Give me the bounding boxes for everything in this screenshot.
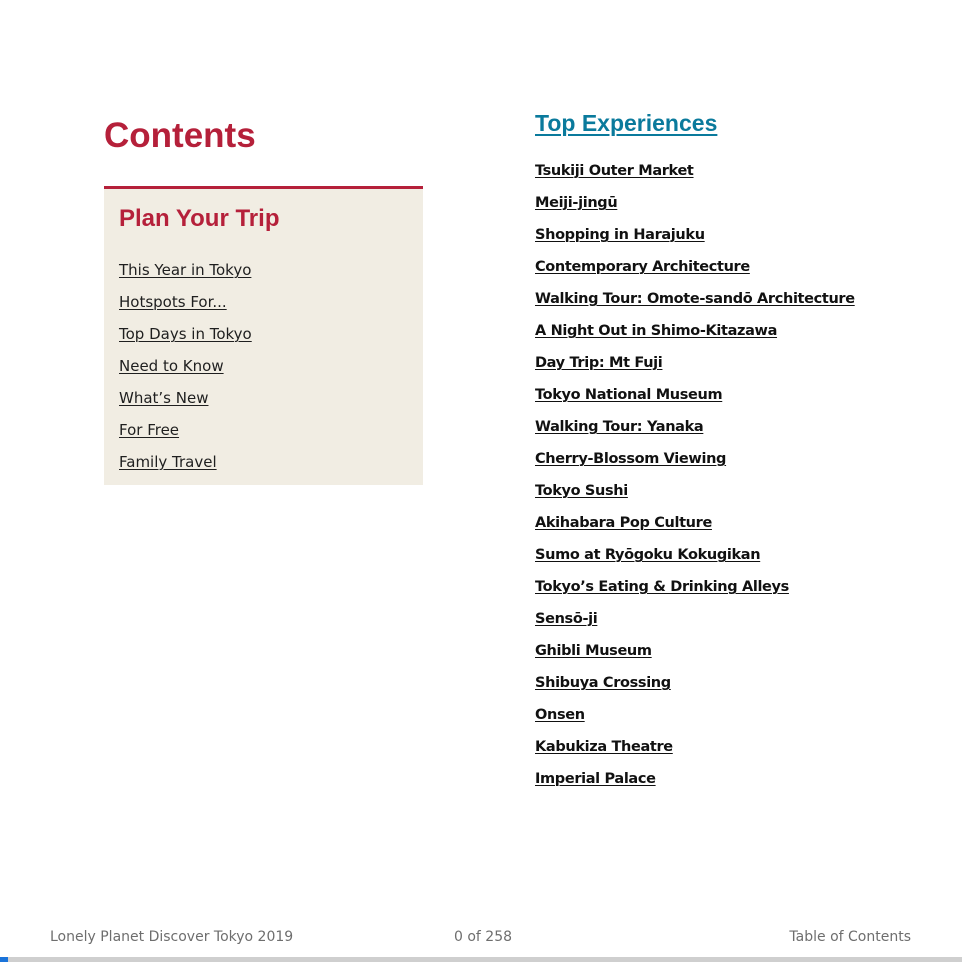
contents-heading: Contents [104, 116, 256, 155]
top-experiences-list [535, 159, 855, 799]
list-item [535, 415, 855, 447]
toc-link-day-trip-mt-fuji[interactable]: Day Trip: Mt Fuji [535, 355, 663, 371]
list-item [535, 159, 855, 191]
list-item [535, 287, 855, 319]
reading-progress-fill [0, 957, 8, 962]
list-item [535, 639, 855, 671]
toc-link-tokyo-national-museum[interactable]: Tokyo National Museum [535, 387, 723, 403]
list-item [535, 543, 855, 575]
toc-link-sumo-ryogoku-kokugikan[interactable]: Sumo at Ryōgoku Kokugikan [535, 547, 761, 563]
toc-link-cherry-blossom-viewing[interactable]: Cherry-Blossom Viewing [535, 451, 727, 467]
list-item [535, 447, 855, 479]
list-item [119, 386, 252, 418]
list-item [535, 767, 855, 799]
plan-your-trip-list [119, 258, 252, 482]
toc-link-tsukiji-outer-market[interactable]: Tsukiji Outer Market [535, 163, 694, 179]
toc-link-need-to-know[interactable]: Need to Know [119, 357, 224, 375]
toc-link-whats-new[interactable]: What’s New [119, 389, 209, 407]
list-item [535, 479, 855, 511]
list-item [535, 511, 855, 543]
list-item [535, 703, 855, 735]
list-item [535, 351, 855, 383]
list-item [535, 671, 855, 703]
toc-link-top-days-in-tokyo[interactable]: Top Days in Tokyo [119, 325, 252, 343]
section-title: Table of Contents [789, 929, 911, 945]
toc-link-for-free[interactable]: For Free [119, 421, 180, 439]
list-item [535, 735, 855, 767]
top-experiences-heading-link[interactable]: Top Experiences [535, 110, 718, 136]
toc-link-this-year-in-tokyo[interactable]: This Year in Tokyo [119, 261, 252, 279]
toc-link-ghibli-museum[interactable]: Ghibli Museum [535, 643, 652, 659]
list-item [535, 607, 855, 639]
list-item [119, 258, 252, 290]
toc-link-hotspots-for[interactable]: Hotspots For... [119, 293, 227, 311]
plan-your-trip-heading: Plan Your Trip [119, 205, 280, 232]
list-item [535, 255, 855, 287]
list-item [535, 319, 855, 351]
toc-link-family-travel[interactable]: Family Travel [119, 453, 217, 471]
toc-link-senso-ji[interactable]: Sensō-ji [535, 611, 598, 627]
toc-link-meiji-jingu[interactable]: Meiji-jingū [535, 195, 618, 211]
toc-link-walking-tour-omote-sando[interactable]: Walking Tour: Omote-sandō Architecture [535, 291, 855, 307]
toc-link-kabukiza-theatre[interactable]: Kabukiza Theatre [535, 739, 673, 755]
toc-link-akihabara-pop-culture[interactable]: Akihabara Pop Culture [535, 515, 712, 531]
toc-link-contemporary-architecture[interactable]: Contemporary Architecture [535, 259, 750, 275]
toc-link-imperial-palace[interactable]: Imperial Palace [535, 771, 656, 787]
toc-link-eating-drinking-alleys[interactable]: Tokyo’s Eating & Drinking Alleys [535, 579, 789, 595]
list-item [535, 575, 855, 607]
reading-progress-bar[interactable] [0, 957, 962, 962]
toc-link-onsen[interactable]: Onsen [535, 707, 585, 723]
toc-link-night-out-shimo-kitazawa[interactable]: A Night Out in Shimo-Kitazawa [535, 323, 778, 339]
toc-link-shibuya-crossing[interactable]: Shibuya Crossing [535, 675, 671, 691]
plan-your-trip-panel [104, 186, 423, 485]
toc-link-shopping-in-harajuku[interactable]: Shopping in Harajuku [535, 227, 705, 243]
toc-link-walking-tour-yanaka[interactable]: Walking Tour: Yanaka [535, 419, 704, 435]
page-indicator: 0 of 258 [454, 929, 513, 945]
list-item [535, 383, 855, 415]
reader-footer [0, 926, 962, 948]
list-item [119, 322, 252, 354]
book-title: Lonely Planet Discover Tokyo 2019 [50, 929, 294, 945]
list-item [535, 223, 855, 255]
list-item [119, 418, 252, 450]
list-item [119, 354, 252, 386]
list-item [119, 450, 252, 482]
toc-link-tokyo-sushi[interactable]: Tokyo Sushi [535, 483, 628, 499]
list-item [119, 290, 252, 322]
list-item [535, 191, 855, 223]
